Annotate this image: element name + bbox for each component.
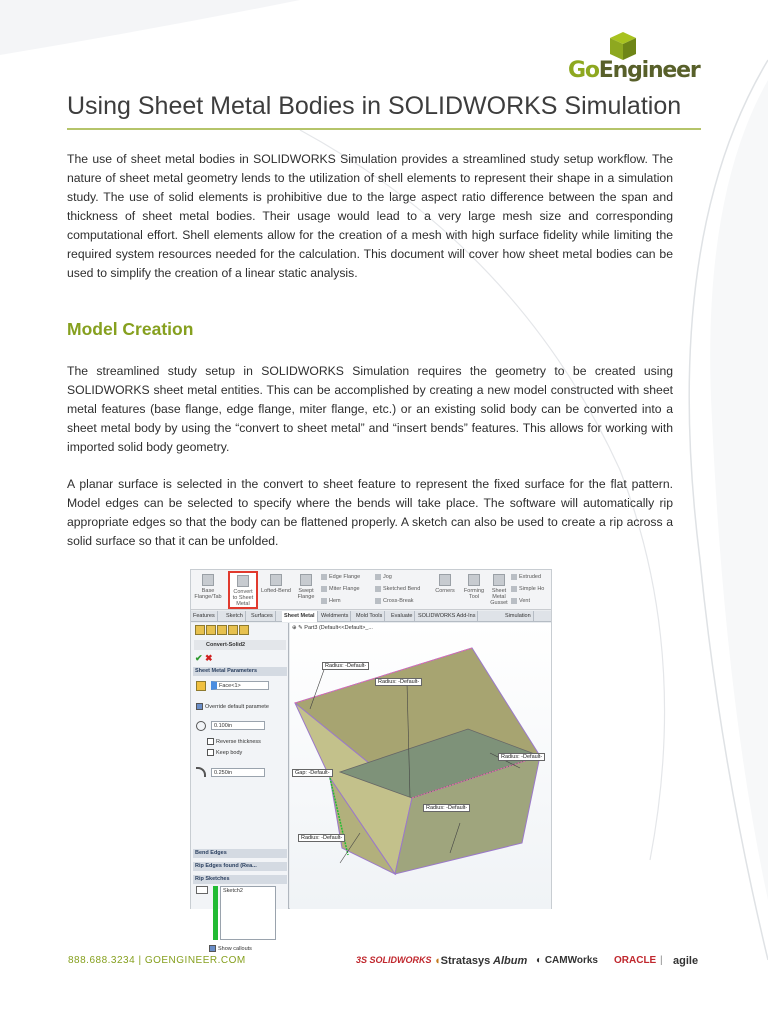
corners-button[interactable]: Corners <box>433 572 457 608</box>
fixed-face-field[interactable]: Face<1> <box>211 681 269 690</box>
face-select-icon <box>196 681 206 691</box>
tab-surfaces[interactable]: Surfaces <box>249 611 276 622</box>
stratasys-logo: ◖Stratasys <box>434 955 491 967</box>
sketch-item[interactable]: Sketch2 <box>223 888 243 894</box>
solidworks-screenshot <box>190 569 552 952</box>
model-creation-paragraph-1: The streamlined study setup in SOLIDWORKS Simulation requires the geometry to be created using SOLIDWORKS sheet metal entities. This can be accomplished by creating a new model constructed with sheet metal features (base flange, edge flange, miter flange, etc.) or an existing solid body can be converted into a sheet metal body by using the “convert to sheet metal” and “insert bends” features. This allows for working with imported solid body geometry. <box>67 364 673 454</box>
stratasys-swirl-icon: ◖ <box>434 955 441 967</box>
edge-flange-button[interactable]: Edge Flange <box>321 573 360 582</box>
album-logo: Album <box>493 955 528 967</box>
radius-callout[interactable]: Radius: -Default- <box>298 834 345 842</box>
display-manager-icon[interactable] <box>239 625 249 635</box>
extruded-cut-button[interactable]: Extruded <box>511 573 541 582</box>
swept-flange-icon <box>300 574 312 586</box>
bend-edges-group[interactable]: Bend Edges <box>193 849 287 858</box>
forming-tool-icon <box>468 574 480 586</box>
dimxpert-icon[interactable] <box>228 625 238 635</box>
hem-button[interactable]: Hem <box>321 597 341 606</box>
feature-manager-icon[interactable] <box>195 625 205 635</box>
oracle-logo: ORACLE <box>614 955 657 966</box>
tab-sketch[interactable]: Sketch <box>224 611 246 622</box>
intro-paragraph: The use of sheet metal bodies in SOLIDWORKS Simulation provides a streamlined study setup workflow. The nature of sheet metal geometry lends to the utilization of shell elements to represent their shape in a simulation study. The use of solid elements is prohibitive due to the large aspect ratio difference between the span and thickness of sheet metal bodies. Their usage would lead to a very large mesh size and corresponding computational effort. Shell elements allow for the creation of a mesh with high surface fidelity while limiting the required system resources needed for the calculation. This document will cover how sheet metal bodies can be used to simplify the creation of a linear static analysis. <box>67 152 673 280</box>
partner-logos <box>356 948 701 976</box>
reverse-thickness-checkbox[interactable]: Reverse thickness <box>207 738 261 745</box>
simple-hole-button[interactable]: Simple Ho <box>511 585 544 594</box>
property-manager-panel <box>191 623 289 952</box>
sheet-metal-parameters-group[interactable]: Sheet Metal Parameters <box>193 667 287 676</box>
partner-separator: | <box>660 955 663 966</box>
solidworks-logo: 3S SOLIDWORKS <box>356 955 432 965</box>
model-creation-paragraph-2: A planar surface is selected in the convert to sheet feature to represent the fixed surface for the flat pattern. Model edges can be selected to specify where the bends will take place. The software will automatically rip appropriate edges so that the body can be flattened properly. A sketch can also be used to create a rip across a solid surface so that it can be unfolded. <box>67 477 673 548</box>
command-manager-tabs <box>191 611 551 622</box>
title-divider <box>67 128 701 130</box>
property-manager-icon[interactable] <box>206 625 216 635</box>
radius-callout[interactable]: Radius: -Default- <box>423 804 470 812</box>
cancel-x-icon[interactable]: ✖ <box>205 653 213 663</box>
corners-icon <box>439 574 451 586</box>
logo-wordmark: GoEngineer <box>568 58 700 83</box>
tab-solidworks-add-ins[interactable]: SOLIDWORKS Add-Ins <box>416 611 478 622</box>
tab-features[interactable]: Features <box>191 611 218 622</box>
tab-sheet-metal[interactable]: Sheet Metal <box>282 611 318 622</box>
thickness-icon <box>196 721 206 731</box>
cross-break-button[interactable]: Cross-Break <box>375 597 414 606</box>
goengineer-logo <box>568 30 700 92</box>
swept-flange-button[interactable]: Swept Flange <box>294 572 318 608</box>
feature-tree-flyout[interactable]: ⊕ ✎ Part3 (Default<<Default>_... <box>292 625 373 631</box>
footer-contact[interactable]: 888.688.3234 | GOENGINEER.COM <box>68 955 246 966</box>
lofted-bend-icon <box>270 574 282 586</box>
section-heading: Model Creation <box>67 319 194 339</box>
convert-icon <box>237 575 249 587</box>
ds-icon: 3S <box>356 955 370 965</box>
show-callouts-checkbox[interactable]: Show callouts <box>209 945 252 952</box>
radius-callout[interactable]: Radius: -Default- <box>322 662 369 670</box>
rip-edges-group[interactable]: Rip Edges found (Rea... <box>193 862 287 871</box>
lofted-bend-button[interactable]: Lofted-Bend <box>259 572 293 608</box>
tab-simulation[interactable]: Simulation <box>503 611 534 622</box>
forming-tool-button[interactable]: Forming Tool <box>461 572 487 608</box>
configuration-manager-icon[interactable] <box>217 625 227 635</box>
graphics-viewport[interactable] <box>290 623 551 909</box>
ok-check-icon[interactable]: ✔ <box>195 653 203 663</box>
miter-flange-button[interactable]: Miter Flange <box>321 585 360 594</box>
base-flange-button[interactable]: Base Flange/Tab <box>194 572 222 608</box>
page-title: Using Sheet Metal Bodies in SOLIDWORKS Simulation <box>67 92 682 120</box>
camworks-logo: ◐ CAMWorks <box>536 955 598 966</box>
sketch-select-icon <box>196 886 208 894</box>
vent-button[interactable]: Vent <box>511 597 530 606</box>
feature-title: Convert-Solid2 <box>194 640 286 650</box>
gap-callout[interactable]: Gap: -Default- <box>292 769 333 777</box>
bend-radius-icon <box>196 767 206 777</box>
sheet-metal-ribbon <box>191 570 551 610</box>
radius-callout[interactable]: Radius: -Default- <box>375 678 422 686</box>
gusset-icon <box>493 574 505 586</box>
sheet-metal-gusset-button[interactable]: Sheet Metal Gusset <box>488 572 510 608</box>
part-icon: ⊕ ✎ <box>292 625 305 631</box>
bend-radius-field[interactable]: 0.250in <box>211 768 265 777</box>
agile-logo: agile <box>673 955 699 967</box>
panel-toolbar <box>195 625 250 637</box>
jog-button[interactable]: Jog <box>375 573 392 582</box>
base-flange-icon <box>202 574 214 586</box>
tab-weldments[interactable]: Weldments <box>319 611 351 622</box>
rip-sketches-group[interactable]: Rip Sketches <box>193 875 287 884</box>
sketched-bend-button[interactable]: Sketched Bend <box>375 585 420 594</box>
rip-sketch-indicator <box>213 886 218 940</box>
radius-callout[interactable]: Radius: -Default- <box>498 753 545 761</box>
override-default-checkbox[interactable]: Override default paramete <box>196 703 269 710</box>
rip-sketch-list[interactable] <box>220 886 276 940</box>
tab-mold-tools[interactable]: Mold Tools <box>354 611 385 622</box>
convert-to-sheet-metal-button[interactable]: Convert to Sheet Metal <box>228 571 258 609</box>
camworks-circle-icon: ◐ <box>536 955 545 966</box>
tab-evaluate[interactable]: Evaluate <box>389 611 415 622</box>
thickness-field[interactable]: 0.100in <box>211 721 265 730</box>
keep-body-checkbox[interactable]: Keep body <box>207 749 242 756</box>
